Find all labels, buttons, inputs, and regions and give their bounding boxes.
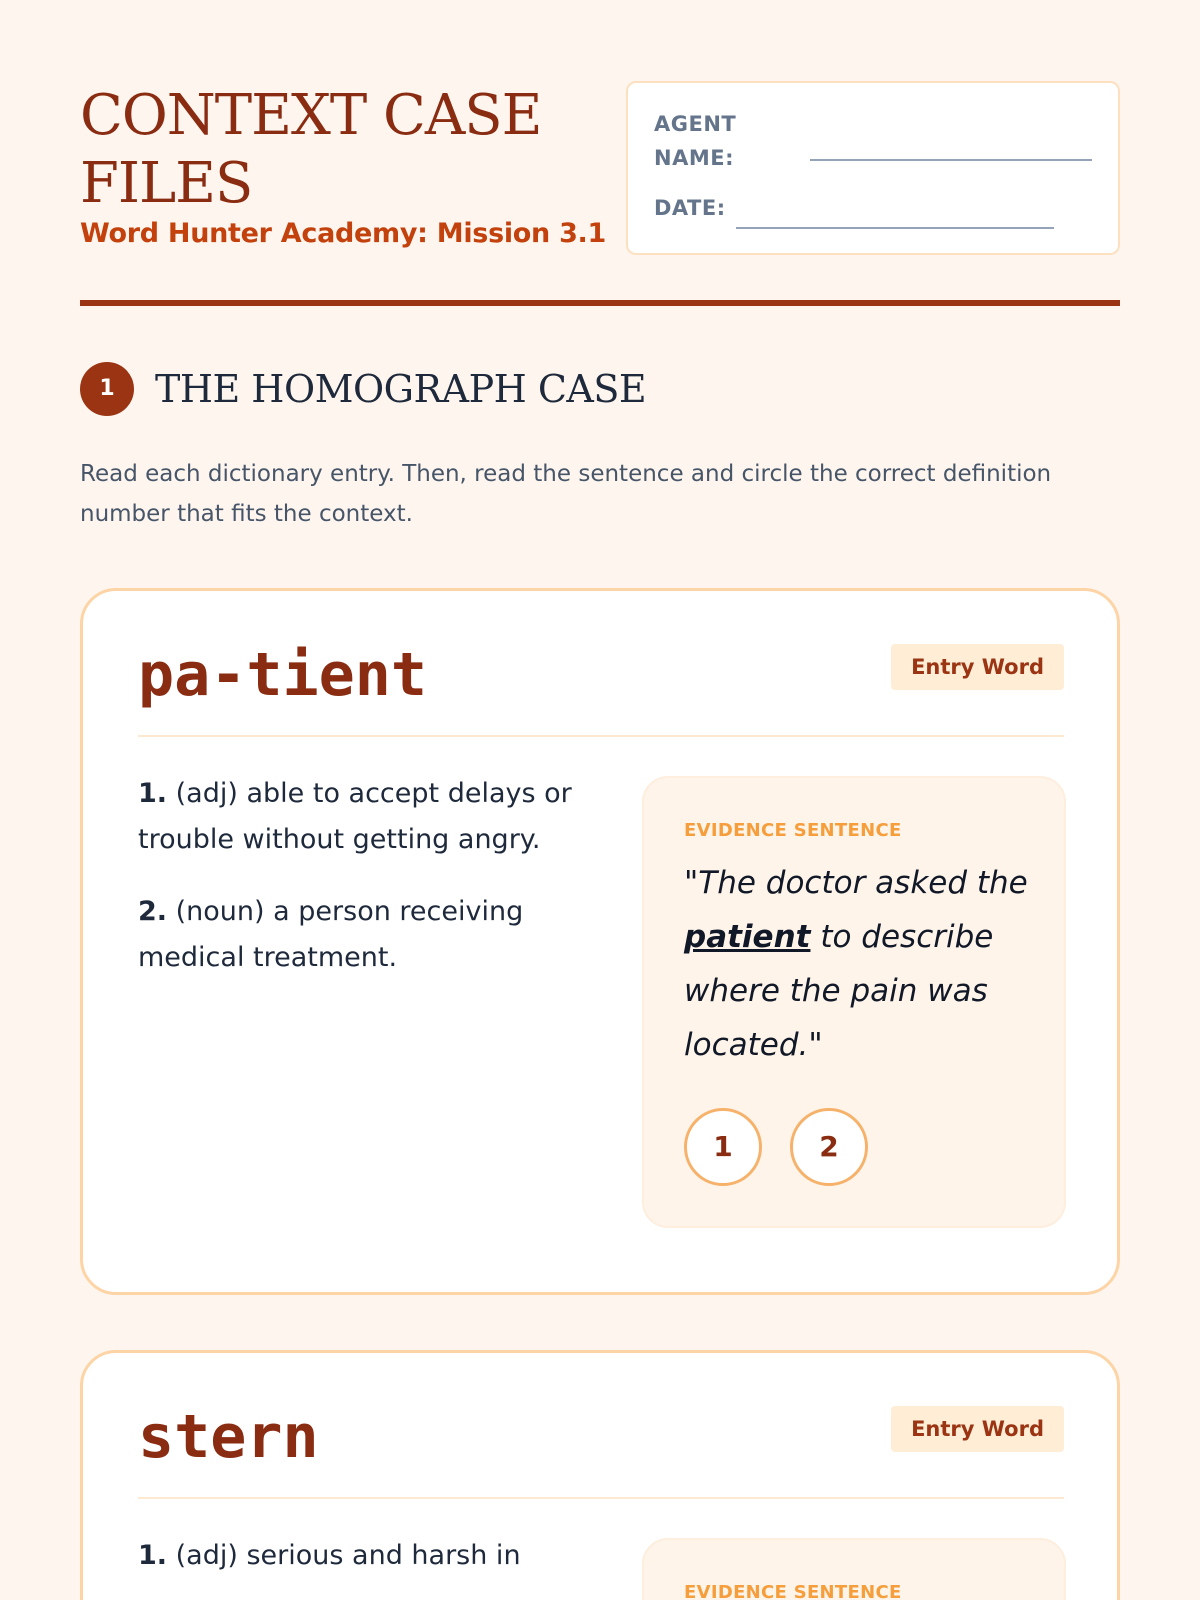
date-label: DATE: <box>654 196 726 220</box>
definition-number: 1. <box>138 1540 168 1571</box>
definition-list <box>138 771 593 1007</box>
definition-1 <box>138 771 593 863</box>
agent-name-label-line2: NAME: <box>654 146 734 170</box>
section-title: THE HOMOGRAPH CASE <box>155 367 647 411</box>
entry-word-tag: Entry Word <box>891 1406 1064 1452</box>
worksheet-title: CONTEXT CASE FILES <box>80 83 542 216</box>
entry-card-stern <box>80 1350 1120 1600</box>
entry-word: pa-tient <box>138 640 427 710</box>
date-field[interactable] <box>736 227 1054 229</box>
evidence-text-before: "The doctor asked the <box>684 865 1028 901</box>
definition-number: 1. <box>138 778 168 809</box>
agent-name-label-line1: AGENT <box>654 112 737 136</box>
choice-1-circle[interactable]: 1 <box>684 1108 762 1186</box>
definition-number: 2. <box>138 896 168 927</box>
evidence-panel <box>642 1538 1066 1600</box>
evidence-key-word: patient <box>684 919 811 955</box>
agent-name-field[interactable] <box>810 159 1092 161</box>
card-divider <box>138 735 1064 737</box>
definition-1 <box>138 1533 593 1579</box>
definition-text: (adj) serious and harsh in <box>175 1540 521 1571</box>
definition-list <box>138 1533 593 1600</box>
entry-word: stern <box>138 1402 319 1472</box>
definition-2 <box>138 889 593 981</box>
worksheet-subtitle: Word Hunter Academy: Mission 3.1 <box>80 218 606 249</box>
card-divider <box>138 1497 1064 1499</box>
evidence-label: EVIDENCE SENTENCE <box>684 1582 902 1600</box>
definition-text: (noun) a person receiving medical treatment. <box>138 896 524 973</box>
entry-card-patient <box>80 588 1120 1295</box>
definition-text: (adj) able to accept delays or trouble without getting angry. <box>138 778 572 855</box>
header-divider <box>80 300 1120 306</box>
section-number-badge: 1 <box>80 362 134 416</box>
section-instructions: Read each dictionary entry. Then, read the sentence and circle the correct definition number that fits the context. <box>80 461 1052 527</box>
evidence-label: EVIDENCE SENTENCE <box>684 820 902 841</box>
agent-info-box <box>626 81 1120 255</box>
evidence-text-after: to describe where the pain was located." <box>684 919 994 1063</box>
evidence-panel <box>642 776 1066 1228</box>
choice-2-circle[interactable]: 2 <box>790 1108 868 1186</box>
entry-word-tag: Entry Word <box>891 644 1064 690</box>
evidence-sentence <box>684 856 1034 1072</box>
agent-name-label <box>654 107 736 175</box>
